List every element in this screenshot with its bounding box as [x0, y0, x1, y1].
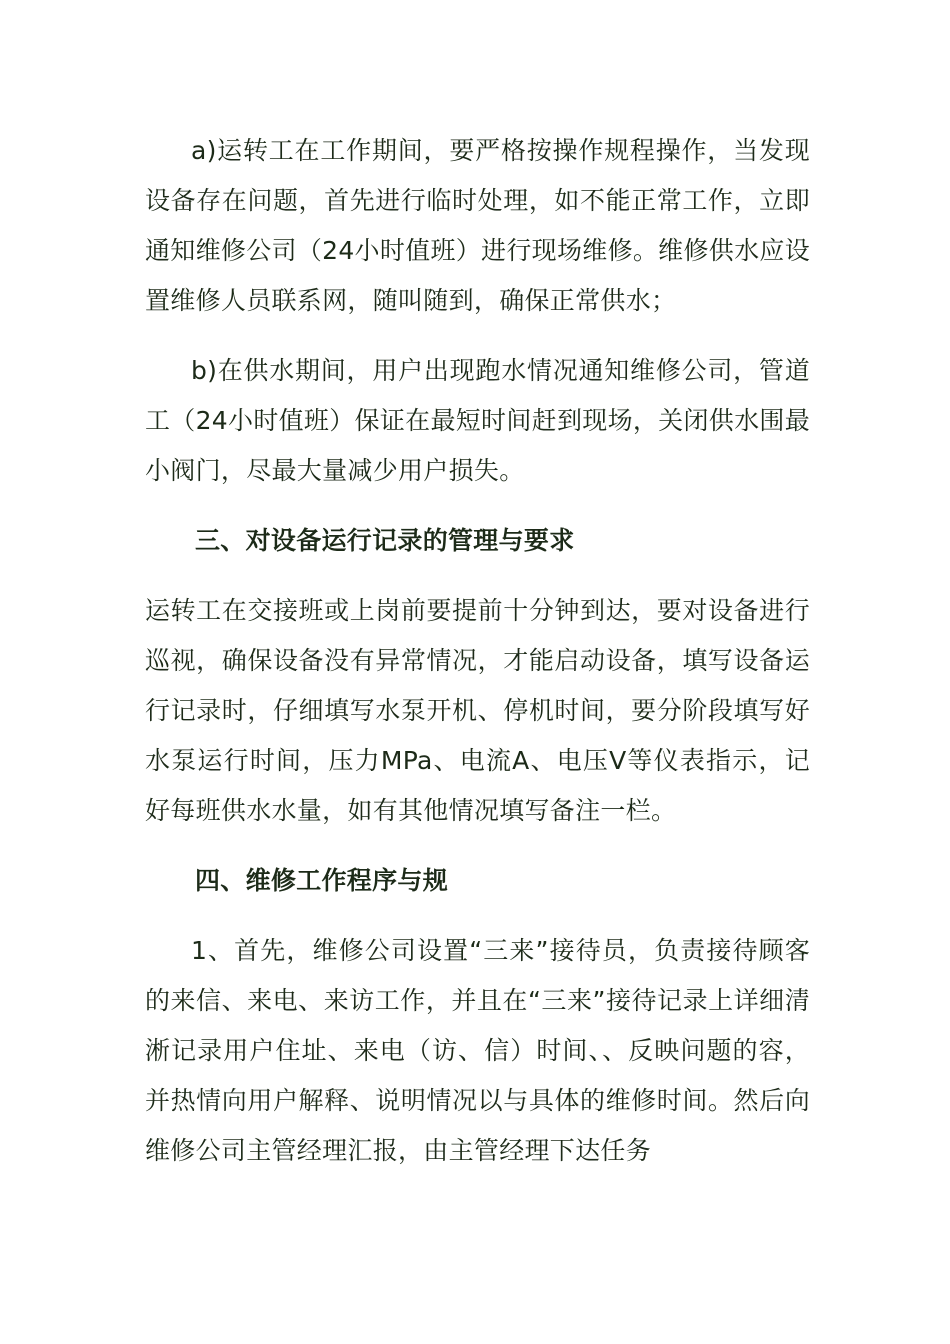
- section-heading-3: 三、对设备运行记录的管理与要求: [195, 526, 575, 555]
- paragraph-spacer: [145, 906, 810, 926]
- paragraph-spacer: [145, 326, 810, 346]
- paragraph-b: b)在供水期间，用户出现跑水情况通知维修公司，管道工（24小时值班）保证在最短时间赶到现场，关闭供水围最小阀门，尽最大量减少用户损失。: [145, 356, 810, 485]
- paragraph-section-3: 运转工在交接班或上岗前要提前十分钟到达，要对设备进行巡视，确保设备没有异常情况，才能启动设备，填写设备运行记录时，仔细填写水泵开机、停机时间，要分阶段填写好水泵运行时间，压力MPa、电流A、电压V等仪表指示，记好每班供水水量，如有其他情况填写备注一栏。: [145, 596, 810, 825]
- paragraph-spacer: [145, 566, 810, 586]
- document-body: [145, 126, 810, 1176]
- paragraph-section-4-item-1: 1、首先，维修公司设置“三来”接待员，负责接待顾客的来信、来电、来访工作，并且在“三来”接待记录上详细清淅记录用户住址、来电（访、信）时间、、反映问题的容，并热情向用户解释、说明情况以与具体的维修时间。然后向维修公司主管经理汇报，由主管经理下达任务: [145, 936, 810, 1165]
- paragraph-spacer: [145, 496, 810, 516]
- paragraph-spacer: [145, 836, 810, 856]
- paragraph-a: a)运转工在工作期间，要严格按操作规程操作，当发现设备存在问题，首先进行临时处理，如不能正常工作，立即通知维修公司（24小时值班）进行现场维修。维修供水应设置维修人员联系网，随叫随到，确保正常供水；: [145, 136, 810, 315]
- section-heading-4: 四、维修工作程序与规: [195, 866, 449, 895]
